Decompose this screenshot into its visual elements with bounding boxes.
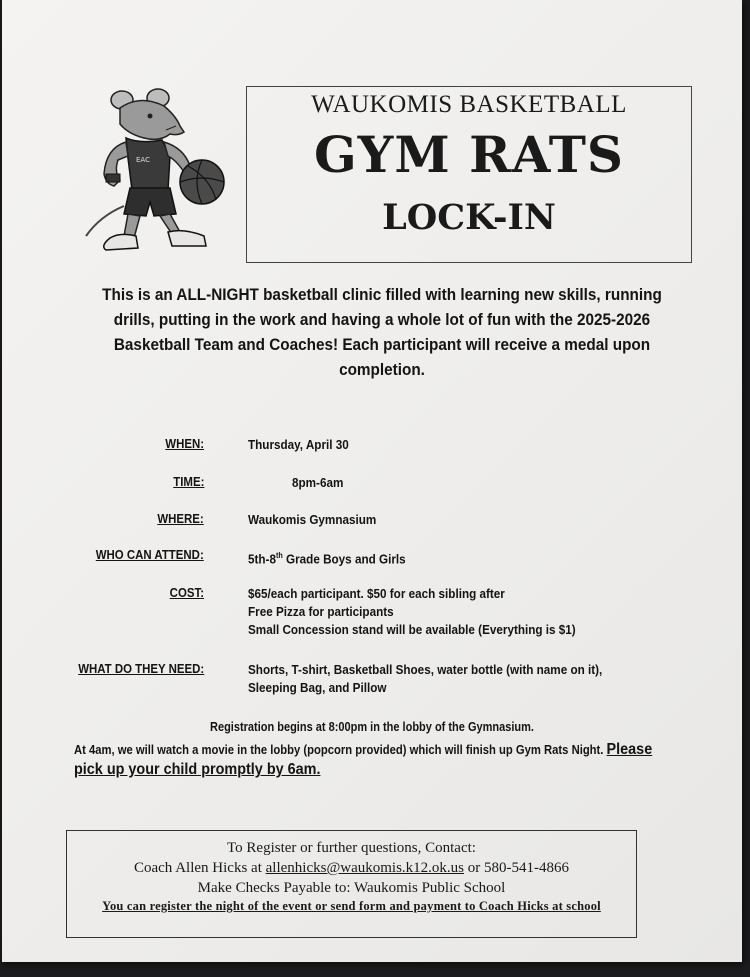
- when-label: WHEN:: [165, 436, 204, 451]
- flyer-page: [2, 0, 742, 962]
- who-value: 5th-8th Grade Boys and Girls: [248, 551, 406, 567]
- cost-value: $65/each participant. $50 for each sibling after Free Pizza for participants Small Concession stand will be available (Everything is $1): [248, 586, 576, 637]
- cost-label: COST:: [169, 585, 204, 600]
- time-label: TIME:: [172, 474, 204, 489]
- contact-heading: To Register or further questions, Contact:: [227, 840, 476, 856]
- contact-email-link[interactable]: allenhicks@waukomis.k12.ok.us: [265, 860, 465, 876]
- event-title: GYM RATS: [313, 125, 625, 184]
- contact-checks: Make Checks Payable to: Waukomis Public School: [197, 880, 506, 896]
- gym-rat-mascot-icon: [80, 86, 250, 256]
- where-label: WHERE:: [157, 511, 204, 526]
- svg-text:EAC: EAC: [136, 156, 150, 164]
- when-value: Thursday, April 30: [248, 437, 349, 452]
- who-label: WHO CAN ATTEND:: [95, 547, 204, 562]
- title-box: [246, 86, 692, 263]
- need-value: Shorts, T-shirt, Basketball Shoes, water bottle (with name on it), Sleeping Bag, and Pillow: [248, 662, 603, 695]
- registration-note: Registration begins at 8:00pm in the lobby of the Gymnasium.: [210, 720, 534, 734]
- where-value: Waukomis Gymnasium: [248, 512, 377, 527]
- movie-note: At 4am, we will watch a movie in the lobby (popcorn provided) which will finish up Gym Rats Night. Please pick up your child promptly by 6am.: [74, 741, 653, 778]
- time-value: 8pm-6am: [292, 475, 344, 490]
- contact-coach: Coach Allen Hicks at allenhicks@waukomis.k12.ok.us or 580-541-4866: [133, 860, 570, 876]
- event-subtitle: LOCK-IN: [382, 197, 556, 238]
- header-line-1: WAUKOMIS BASKETBALL: [311, 91, 627, 118]
- pickup-note: Please pick up your child promptly by 6am.: [74, 741, 653, 778]
- contact-box: [66, 830, 637, 938]
- contact-register-note: You can register the night of the event or send form and payment to Coach Hicks at school: [102, 899, 601, 913]
- need-label: WHAT DO THEY NEED:: [77, 661, 204, 676]
- intro-paragraph: This is an ALL-NIGHT basketball clinic filled with learning new skills, running drills, putting in the work and having a whole lot of fun with the 2025-2026 Basketball Team and Coaches! Each participant will receive a medal upon completion.: [102, 285, 662, 379]
